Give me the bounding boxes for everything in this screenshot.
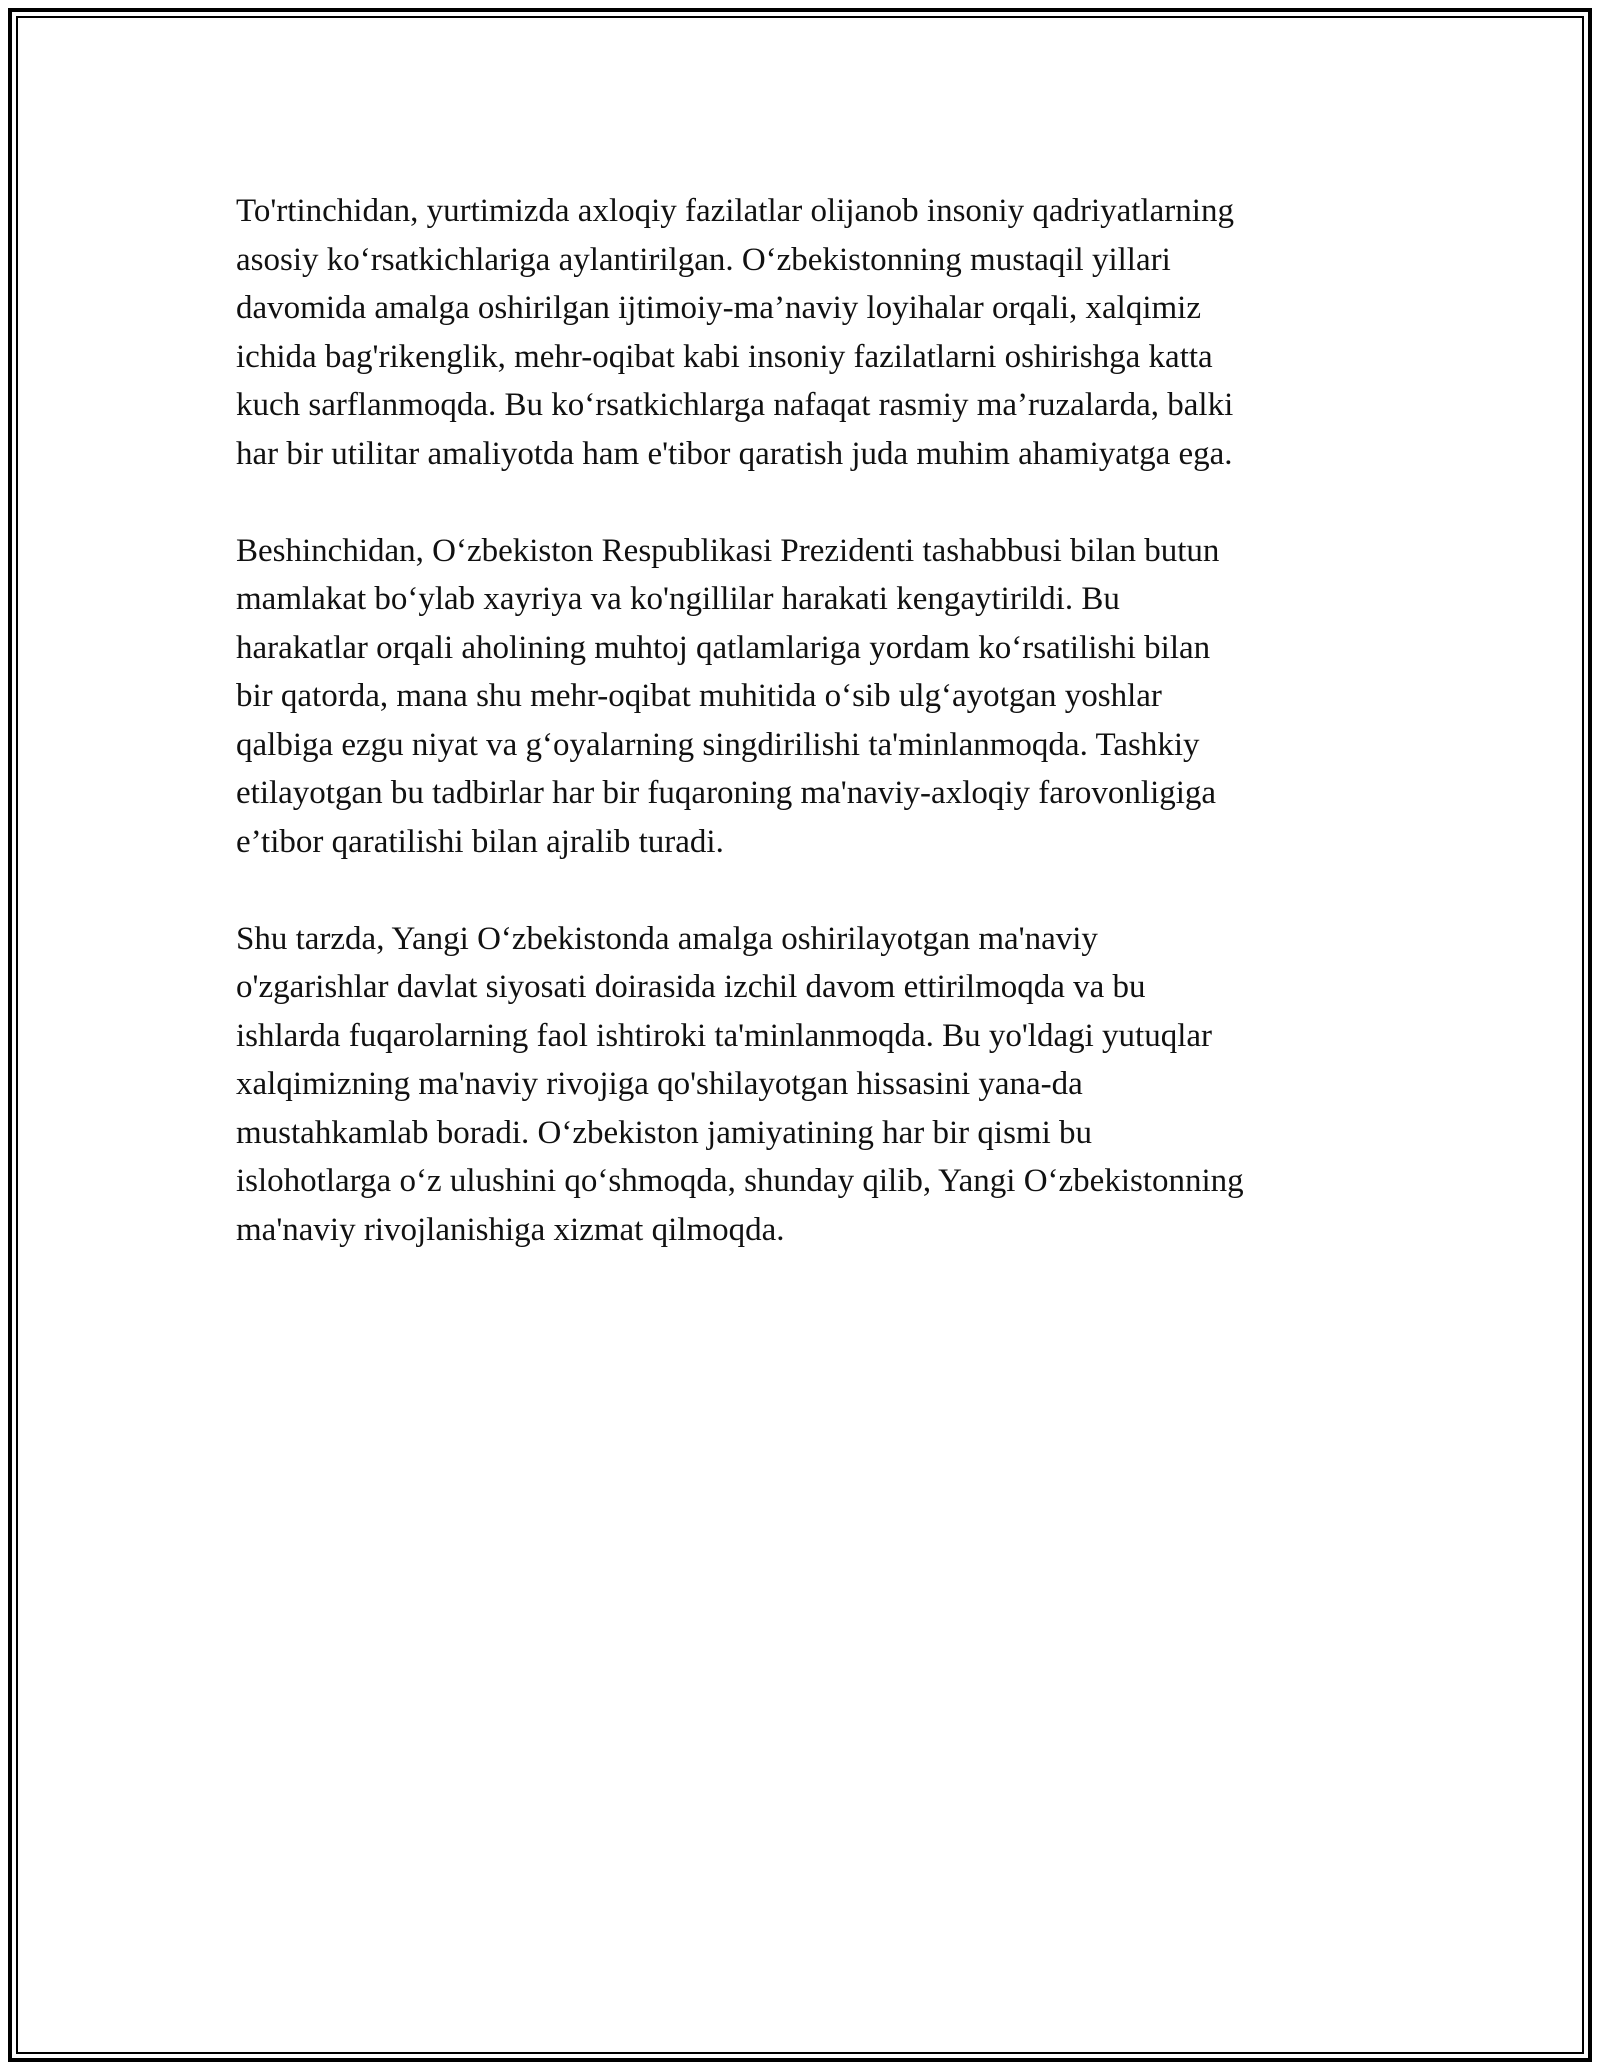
text-line: har bir utilitar amaliyotda ham e'tibor qaratish juda muhim ahamiyatga ega. — [236, 435, 1233, 472]
text-line: etilayotgan bu tadbirlar har bir fuqaroning ma'naviy-axloqiy farovonligiga — [236, 775, 1217, 811]
text-line: asosiy ko‘rsatkichlariga aylantirilgan. O‘zbekistonning mustaqil yillari — [236, 241, 1171, 278]
text-line: ishlarda fuqarolarning faol ishtiroki ta'minlanmoqda. Bu yo'ldagi yutuqlar — [236, 1017, 1213, 1054]
text-line: mamlakat bo‘ylab xayriya va ko'ngillilar harakati kengaytirildi. Bu — [236, 581, 1120, 617]
text-line: islohotlarga o‘z ulushini qo‘shmoqda, shunday qilib, Yangi O‘zbekistonning — [236, 1163, 1244, 1199]
text-line: mustahkamlab boradi. O‘zbekiston jamiyatining har bir qismi bu — [236, 1114, 1093, 1151]
text-line: e’tibor qaratilishi bilan ajralib turadi. — [236, 823, 724, 860]
text-line: kuch sarflanmoqda. Bu ko‘rsatkichlarga nafaqat rasmiy ma’ruzalarda, balki — [236, 387, 1234, 423]
text-line: ichida bag'rikenglik, mehr-oqibat kabi insoniy fazilatlarni oshirishga katta — [236, 338, 1213, 375]
paragraph-1 — [236, 187, 1366, 478]
text-line: o'zgarishlar davlat siyosati doirasida izchil davom ettirilmoqda va bu — [236, 969, 1146, 1005]
text-line: harakatlar orqali aholining muhtoj qatlamlariga yordam ko‘rsatilishi bilan — [236, 629, 1211, 666]
document-body — [236, 187, 1366, 1303]
text-line: bir qatorda, mana shu mehr-oqibat muhitida o‘sib ulg‘ayotgan yoshlar — [236, 678, 1162, 714]
text-line: davomida amalga oshirilgan ijtimoiy-ma’naviy loyihalar orqali, xalqimiz — [236, 290, 1201, 326]
text-line: Shu tarzda, Yangi O‘zbekistonda amalga oshirilayotgan ma'naviy — [236, 920, 1098, 957]
text-line: ma'naviy rivojlanishiga xizmat qilmoqda. — [236, 1211, 785, 1248]
text-line: Beshinchidan, O‘zbekiston Respublikasi Prezidenti tashabbusi bilan butun — [236, 532, 1220, 569]
text-line: xalqimizning ma'naviy rivojiga qo'shilayotgan hissasini yana-da — [236, 1066, 1083, 1102]
paragraph-3 — [236, 915, 1366, 1255]
paragraph-2 — [236, 527, 1366, 867]
text-line: qalbiga ezgu niyat va g‘oyalarning singdirilishi ta'minlanmoqda. Tashkiy — [236, 726, 1200, 763]
text-line: To'rtinchidan, yurtimizda axloqiy fazilatlar olijanob insoniy qadriyatlarning — [236, 193, 1234, 229]
